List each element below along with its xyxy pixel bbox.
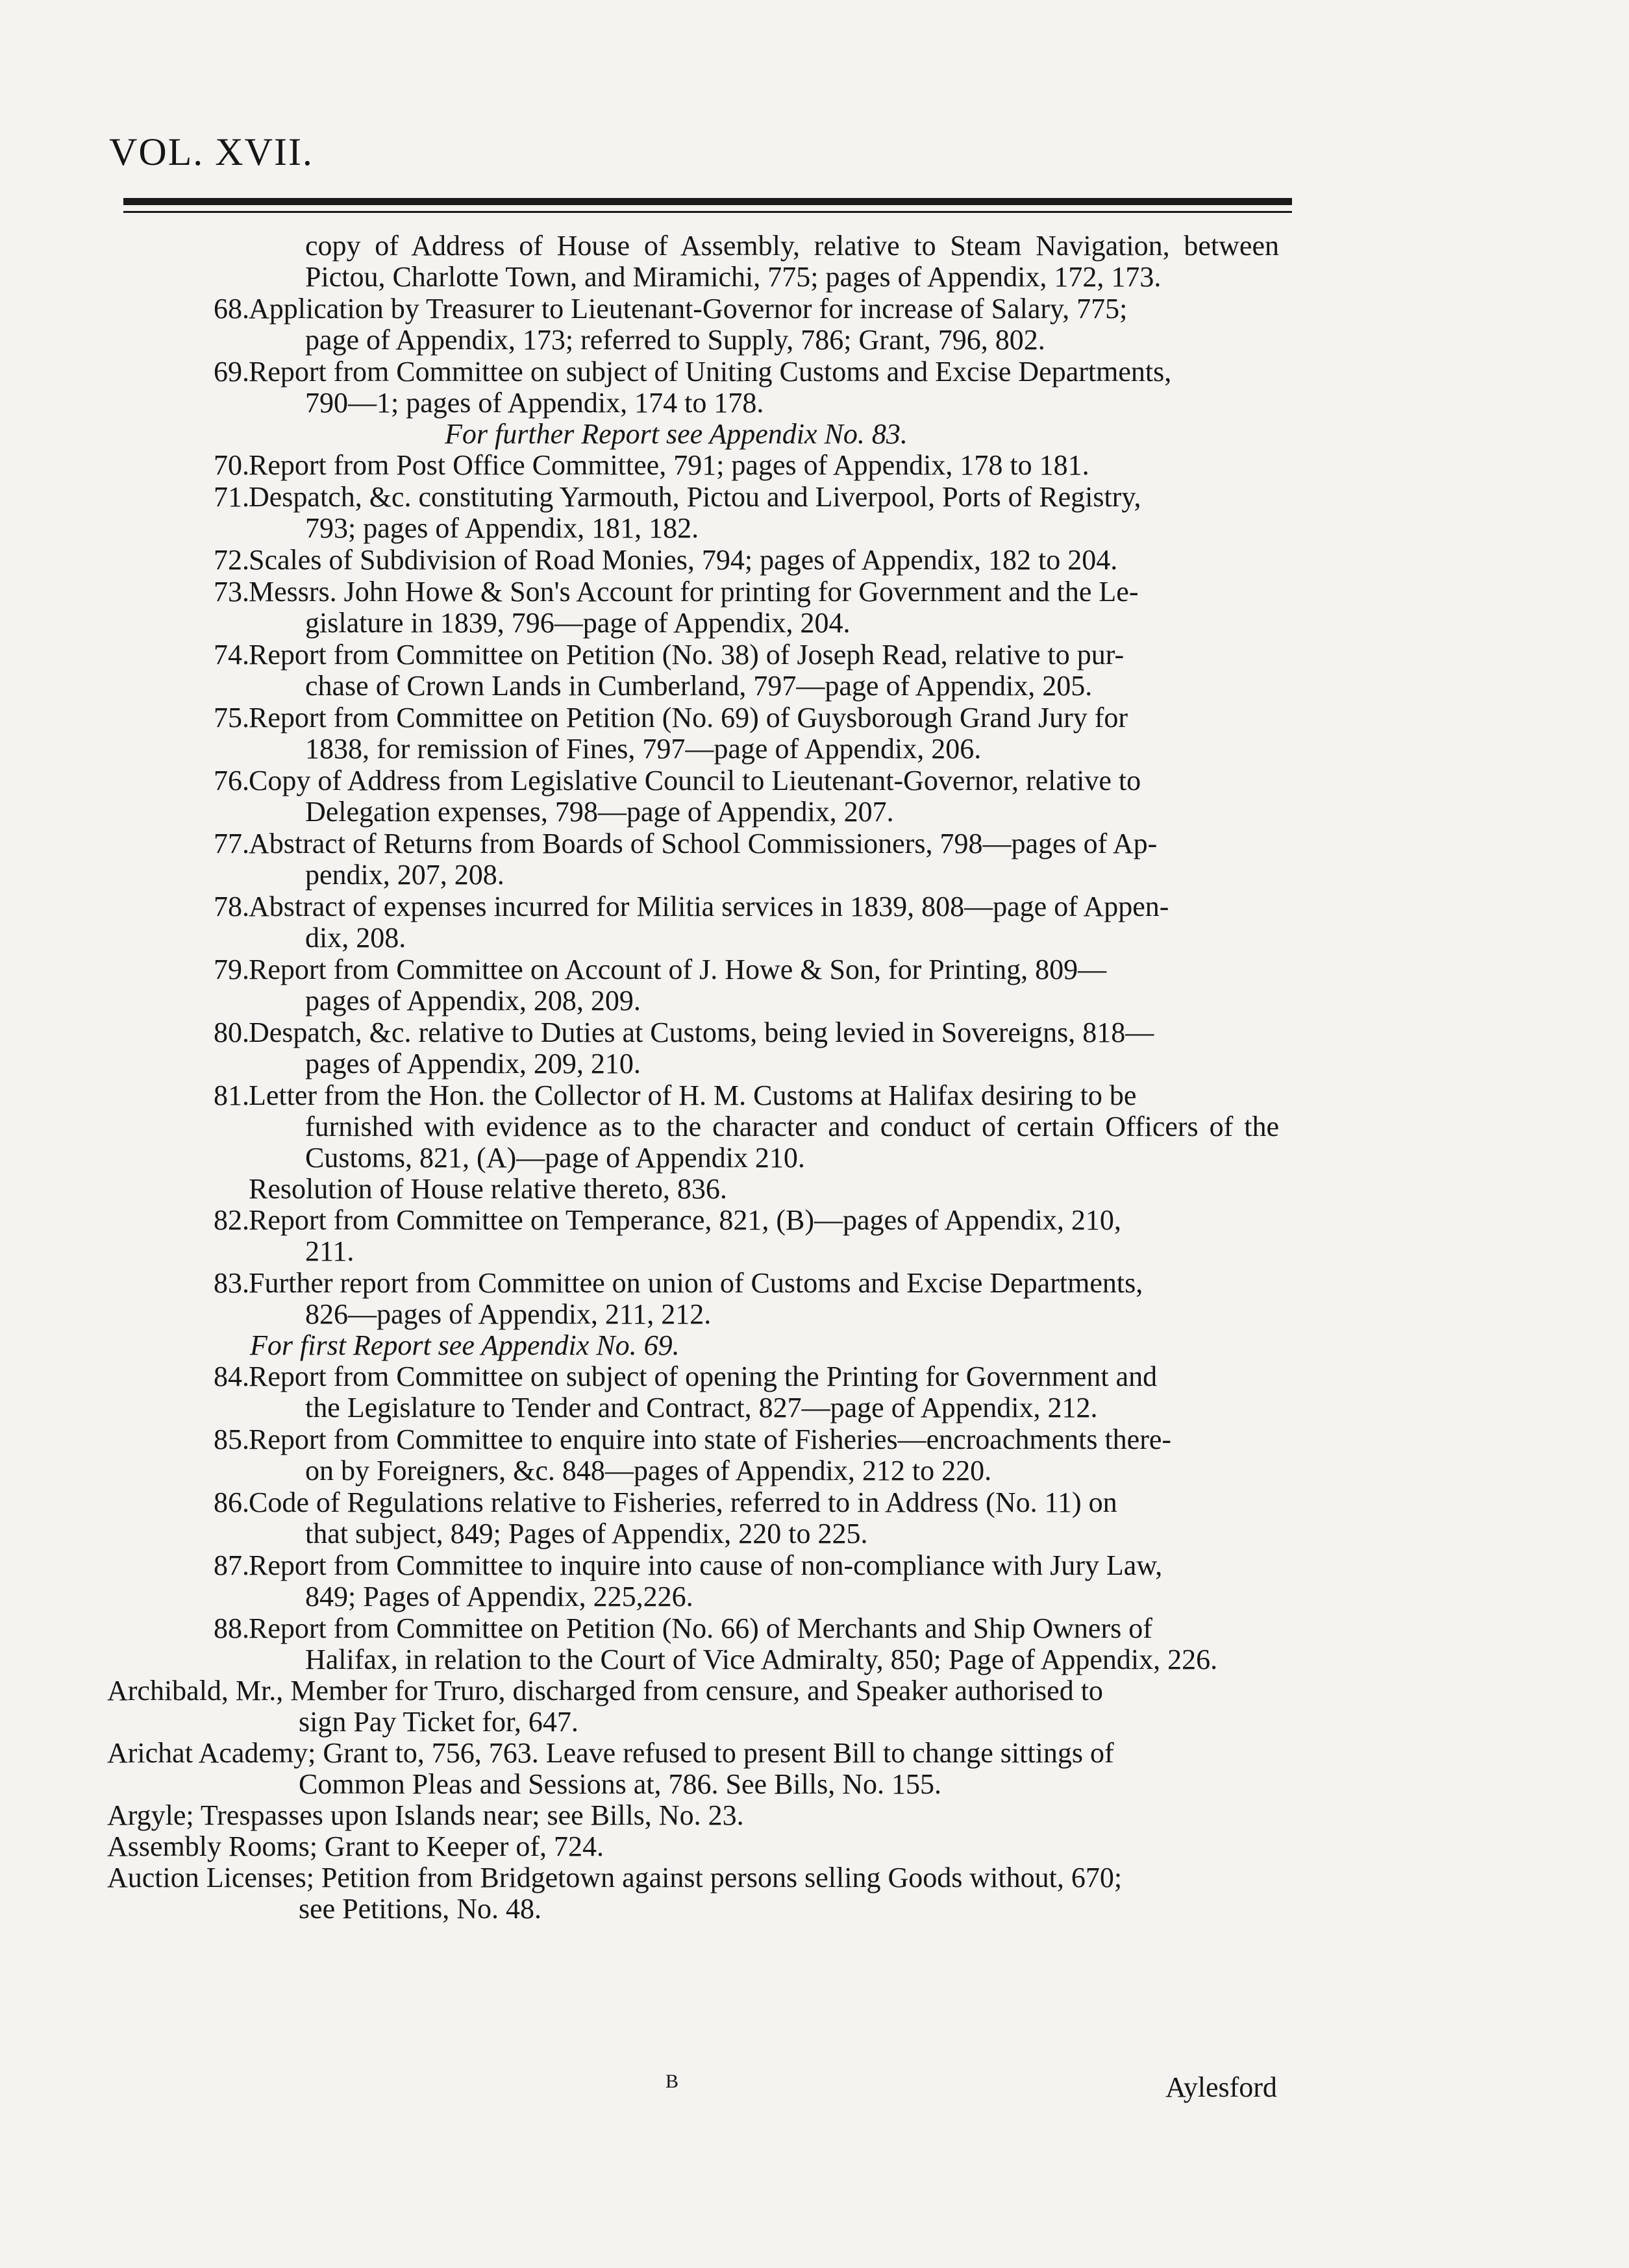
entry-number: 85. xyxy=(214,1424,249,1455)
entries-group-3 xyxy=(0,1205,1629,1330)
index-entry xyxy=(0,1738,1292,1800)
appendix-entry xyxy=(0,450,1279,481)
entry-first-line: Abstract of expenses incurred for Militia services in 1839, 808—page of Appen- xyxy=(249,891,1169,922)
entry-first-line: Report from Committee on Petition (No. 69) of Guysborough Grand Jury for xyxy=(249,702,1128,733)
appendix-entry xyxy=(0,765,1279,828)
index-entry xyxy=(0,1675,1292,1738)
index-entries xyxy=(0,1675,1629,1925)
appendix-entry xyxy=(0,230,1279,293)
entry-first-line: Code of Regulations relative to Fisheries, referred to in Address (No. 11) on xyxy=(249,1486,1117,1518)
index-continuation: sign Pay Ticket for, 647. xyxy=(299,1706,578,1738)
appendix-entry xyxy=(0,293,1279,356)
entry-number: 84. xyxy=(214,1361,249,1392)
entries-group-1 xyxy=(0,230,1629,419)
catchword: Aylesford xyxy=(1165,2071,1277,2103)
entry-number: 81. xyxy=(214,1079,249,1111)
index-entry xyxy=(0,1862,1292,1925)
entry-continuation: pages of Appendix, 208, 209. xyxy=(305,985,641,1017)
entry-number: 69. xyxy=(214,356,249,388)
appendix-entry xyxy=(0,702,1279,765)
entry-first-line: Report from Post Office Committee, 791; pages of Appendix, 178 to 181. xyxy=(249,449,1089,481)
appendix-entry xyxy=(0,1205,1279,1267)
index-continuation: Common Pleas and Sessions at, 786. See Bills, No. 155. xyxy=(299,1768,941,1800)
entry-first-line: Further report from Committee on union of Customs and Excise Departments, xyxy=(249,1267,1143,1299)
entry-first-line: Scales of Subdivision of Road Monies, 794; pages of Appendix, 182 to 204. xyxy=(249,544,1118,576)
index-entry xyxy=(0,1800,1292,1831)
signature-mark: B xyxy=(665,2071,679,2092)
entry-continuation: on by Foreigners, &c. 848—pages of Appendix, 212 to 220. xyxy=(305,1455,992,1486)
entry-first-line: Report from Committee to enquire into state of Fisheries—encroachments there- xyxy=(249,1424,1172,1455)
appendix-entry xyxy=(0,1268,1279,1330)
entry-number: 70. xyxy=(214,449,249,481)
entry-first-line: Messrs. John Howe & Son's Account for printing for Government and the Le- xyxy=(249,576,1139,608)
entry-number: 72. xyxy=(214,544,249,576)
header-rule-thin xyxy=(123,211,1292,213)
entry-first-line: Report from Committee on subject of Uniting Customs and Excise Departments, xyxy=(249,356,1172,388)
appendix-entry xyxy=(0,1424,1279,1486)
entry-number: 87. xyxy=(214,1549,249,1581)
entry-continuation: 793; pages of Appendix, 181, 182. xyxy=(305,512,699,544)
entries-group-4 xyxy=(0,1361,1629,1675)
appendix-entry xyxy=(0,356,1279,419)
entry-number: 88. xyxy=(214,1612,249,1644)
entry-number: 80. xyxy=(214,1017,249,1048)
page-foot xyxy=(0,2071,1629,2110)
appendix-entry xyxy=(0,1080,1279,1174)
running-head: VOL. XVII. xyxy=(109,130,314,173)
entry-number: 73. xyxy=(214,576,249,608)
entry-number: 74. xyxy=(214,639,249,671)
entry-number: 78. xyxy=(214,891,249,922)
entry-continuation: 849; Pages of Appendix, 225,226. xyxy=(305,1581,693,1612)
index-first-line: Arichat Academy; Grant to, 756, 763. Leave refused to present Bill to change sittings of xyxy=(107,1737,1114,1769)
entry-number: 83. xyxy=(214,1267,249,1299)
appendix-entry xyxy=(0,639,1279,702)
entry-number: 75. xyxy=(214,702,249,733)
entry-continuation: 826—pages of Appendix, 211, 212. xyxy=(305,1298,712,1330)
entry-number: 79. xyxy=(214,954,249,985)
entry-number: 86. xyxy=(214,1486,249,1518)
header-rule-thick xyxy=(123,198,1292,205)
entry-continuation: furnished with evidence as to the character and conduct of certain Officers of the Customs, 821, (A)—page of Appendix 210. xyxy=(305,1111,1279,1174)
entry-continuation: page of Appendix, 173; referred to Supply, 786; Grant, 796, 802. xyxy=(305,324,1045,356)
entry-continuation: copy of Address of House of Assembly, relative to Steam Navigation, between Pictou, Charlotte Town, and Miramichi, 775; pages of Appendix, 172, 173. xyxy=(305,230,1279,293)
appendix-entry xyxy=(0,1487,1279,1549)
appendix-entry xyxy=(0,828,1279,891)
page-body xyxy=(0,230,1629,1925)
entry-continuation: Halifax, in relation to the Court of Vice Admiralty, 850; Page of Appendix, 226. xyxy=(305,1644,1218,1675)
resolution-of-house: Resolution of House relative thereto, 836. xyxy=(249,1173,727,1205)
entry-number: 71. xyxy=(214,481,249,513)
entry-number: 77. xyxy=(214,828,249,859)
appendix-entry xyxy=(0,1017,1279,1079)
index-first-line: Auction Licenses; Petition from Bridgetown against persons selling Goods without, 670; xyxy=(107,1862,1123,1893)
entry-continuation: dix, 208. xyxy=(305,922,406,954)
index-first-line: Assembly Rooms; Grant to Keeper of, 724. xyxy=(107,1830,604,1862)
entry-first-line: Report from Committee on subject of opening the Printing for Government and xyxy=(249,1361,1158,1392)
note-further-report: For further Report see Appendix No. 83. xyxy=(445,418,908,450)
appendix-entry xyxy=(0,545,1279,576)
entry-number: 68. xyxy=(214,293,249,325)
entry-continuation: that subject, 849; Pages of Appendix, 220 to 225. xyxy=(305,1518,868,1549)
appendix-entry xyxy=(0,482,1279,544)
entry-first-line: Report from Committee on Temperance, 821, (B)—pages of Appendix, 210, xyxy=(249,1204,1121,1236)
entry-continuation: chase of Crown Lands in Cumberland, 797—page of Appendix, 205. xyxy=(305,670,1093,702)
entry-continuation: 211. xyxy=(305,1235,354,1267)
index-continuation: see Petitions, No. 48. xyxy=(299,1893,541,1925)
entry-first-line: Despatch, &c. relative to Duties at Customs, being levied in Sovereigns, 818— xyxy=(249,1017,1154,1048)
appendix-entry xyxy=(0,891,1279,954)
note-first-report: For first Report see Appendix No. 69. xyxy=(250,1329,680,1361)
index-entry xyxy=(0,1831,1292,1862)
entry-number: 76. xyxy=(214,765,249,796)
appendix-entry xyxy=(0,576,1279,639)
entry-first-line: Copy of Address from Legislative Council to Lieutenant-Governor, relative to xyxy=(249,765,1141,796)
entry-continuation: 1838, for remission of Fines, 797—page of Appendix, 206. xyxy=(305,733,982,765)
entry-continuation: Delegation expenses, 798—page of Appendix, 207. xyxy=(305,796,894,828)
index-first-line: Argyle; Trespasses upon Islands near; see Bills, No. 23. xyxy=(107,1799,744,1831)
appendix-entry xyxy=(0,1613,1279,1675)
appendix-entry xyxy=(0,1361,1279,1424)
entry-number: 82. xyxy=(214,1204,249,1236)
entry-continuation: gislature in 1839, 796—page of Appendix, 204. xyxy=(305,607,851,639)
entry-continuation: 790—1; pages of Appendix, 174 to 178. xyxy=(305,387,764,419)
entry-continuation: pendix, 207, 208. xyxy=(305,859,504,891)
entry-first-line: Abstract of Returns from Boards of School Commissioners, 798—pages of Ap- xyxy=(249,828,1158,859)
appendix-entry xyxy=(0,954,1279,1017)
entry-first-line: Report from Committee on Petition (No. 38) of Joseph Read, relative to pur- xyxy=(249,639,1125,671)
entry-first-line: Application by Treasurer to Lieutenant-Governor for increase of Salary, 775; xyxy=(249,293,1128,325)
entry-first-line: Report from Committee to inquire into cause of non-compliance with Jury Law, xyxy=(249,1549,1163,1581)
entry-first-line: Report from Committee on Account of J. Howe & Son, for Printing, 809— xyxy=(249,954,1107,985)
entries-group-2 xyxy=(0,450,1629,1174)
entry-first-line: Letter from the Hon. the Collector of H. M. Customs at Halifax desiring to be xyxy=(249,1079,1137,1111)
entry-continuation: pages of Appendix, 209, 210. xyxy=(305,1048,641,1079)
entry-first-line: Despatch, &c. constituting Yarmouth, Pictou and Liverpool, Ports of Registry, xyxy=(249,481,1141,513)
entry-first-line: Report from Committee on Petition (No. 66) of Merchants and Ship Owners of xyxy=(249,1612,1152,1644)
index-first-line: Archibald, Mr., Member for Truro, discharged from censure, and Speaker authorised to xyxy=(107,1675,1103,1707)
entry-continuation: the Legislature to Tender and Contract, 827—page of Appendix, 212. xyxy=(305,1392,1098,1424)
appendix-entry xyxy=(0,1550,1279,1612)
